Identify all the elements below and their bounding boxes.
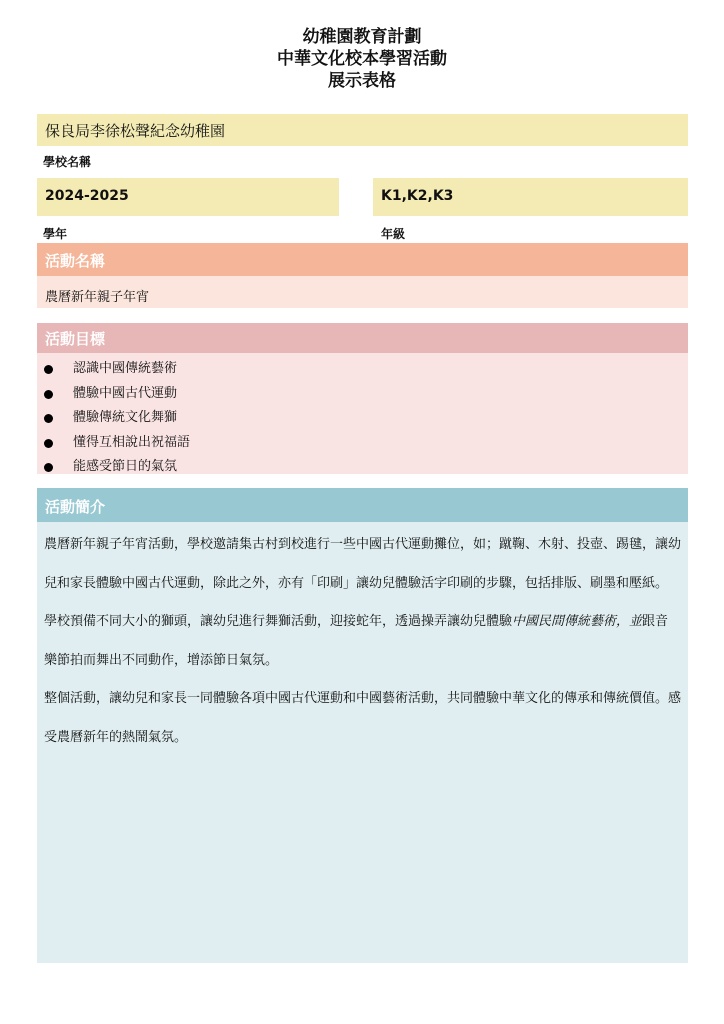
- list-item: [37, 357, 688, 382]
- intro-paragraph-3: 整個活動，讓幼兒和家長一同體驗各項中國古代運動和中國藝術活動，共同體驗中華文化的傳承和傳統價值。感受農曆新年的熱鬧氣氛。: [44, 691, 682, 745]
- goal-text: 體驗傳統文化舞獅: [73, 410, 178, 425]
- school-year-field: 2024-2025: [37, 178, 339, 216]
- activity-name-heading: 活動名稱: [37, 243, 688, 276]
- activity-goals-heading: 活動目標: [37, 323, 688, 353]
- list-item: [37, 431, 688, 456]
- intro-paragraph-2: [44, 603, 681, 680]
- goals-list: [37, 353, 688, 480]
- goal-text: 懂得互相說出祝福語: [73, 434, 191, 450]
- grade-label: 年級: [381, 227, 406, 241]
- list-item: [37, 455, 688, 480]
- goal-text: 認識中國傳統藝術: [73, 361, 178, 376]
- activity-intro-heading: 活動簡介: [37, 488, 688, 522]
- intro-paragraph-1: 農曆新年親子年宵活動，學校邀請集古村到校進行一些中國古代運動攤位，如；蹴鞠、木射、投壺、踢毽，讓幼兒和家長體驗中國古代運動，除此之外，亦有「印刷」讓幼兒體驗活字印刷的步驟，包括排版、刷墨和壓紙。: [44, 537, 682, 591]
- list-item: [37, 382, 688, 407]
- intro-paragraph-2-italic: 中國民間傳統藝術，並: [512, 614, 643, 629]
- activity-name-value: 農曆新年親子年宵: [37, 276, 688, 308]
- activity-goals-panel: [37, 353, 688, 474]
- title-line-1: 幼稚園教育計劃: [302, 27, 422, 47]
- goal-text: 能感受節日的氣氛: [73, 459, 178, 474]
- bullet-icon: [44, 365, 53, 374]
- bullet-icon: [44, 414, 53, 423]
- document-title: [0, 26, 724, 92]
- title-line-3: 展示表格: [328, 71, 396, 91]
- bullet-icon: [44, 439, 53, 448]
- intro-paragraph-2-part-2: 跟音樂節拍而舞出不同動作，增添節日氣氛。: [44, 614, 669, 668]
- list-item: [37, 406, 688, 431]
- school-name-field: 保良局李徐松聲紀念幼稚園: [37, 114, 688, 146]
- intro-paragraph-2-part-1: 學校預備不同大小的獅頭，讓幼兒進行舞獅活動，迎接蛇年，透過操弄讓幼兒體驗: [44, 614, 513, 629]
- bullet-icon: [44, 390, 53, 399]
- grade-field: K1,K2,K3: [373, 178, 688, 216]
- school-name-label: 學校名稱: [43, 155, 92, 169]
- bullet-icon: [44, 463, 53, 472]
- activity-intro-panel: [37, 522, 688, 963]
- school-year-label: 學年: [43, 227, 68, 241]
- goal-text: 體驗中國古代運動: [73, 385, 178, 401]
- title-line-2: 中華文化校本學習活動: [277, 49, 447, 69]
